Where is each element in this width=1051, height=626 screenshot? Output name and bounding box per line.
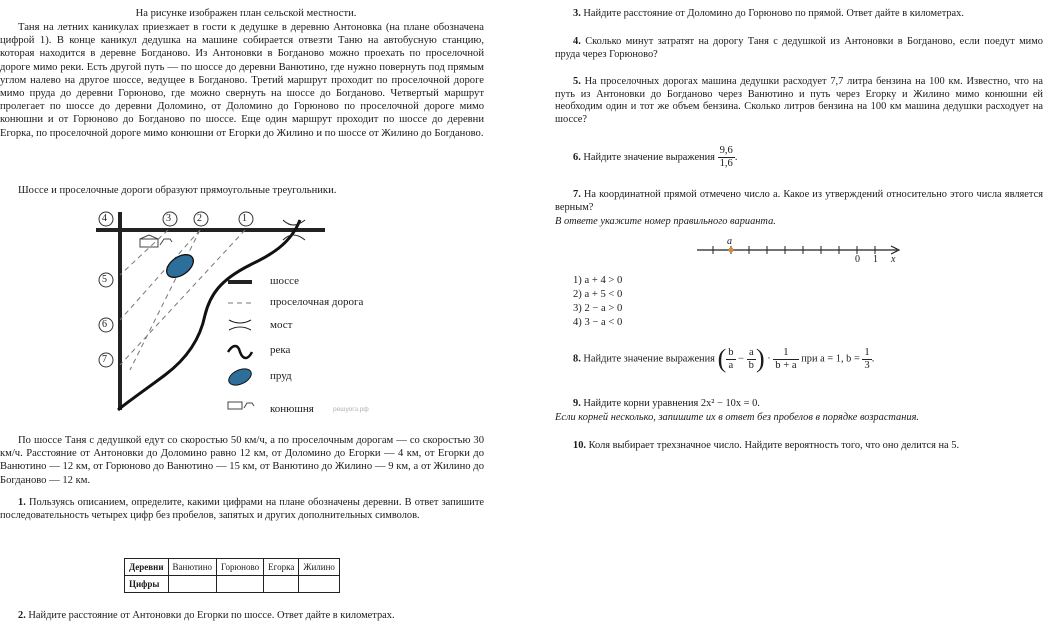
legend-highway: шоссе [270, 275, 300, 287]
table-col-vanyutino: Ванютино [168, 559, 217, 576]
village-markers [99, 212, 253, 367]
axis-label-0: 0 [855, 254, 860, 265]
task-9-equation: 2x² − 10x = 0. [700, 398, 760, 409]
task-7-options [573, 274, 622, 330]
villages-table [124, 558, 340, 593]
option-2[interactable]: 2) a + 5 < 0 [573, 289, 623, 300]
task-8-number: 8. [573, 353, 581, 365]
village-map-figure [0, 200, 410, 430]
task-9-number: 9. [573, 398, 581, 409]
task-4-number: 4. [573, 36, 581, 47]
intro-paragraph: Таня на летних каникулах приезжает в гости к дедушке в деревню Антоновка (на плане обозначена цифрой 1). В конце каникул дедушка на машине собирается отвезти Таню на автобусную станцию, которая находится в деревне Богданово. Из Антоновки в Богданово можно проехать по проселочной дороге мимо реки. Есть другой путь — по шоссе до деревни Ванютино, где нужно повернуть под прямым углом налево на другое шоссе, ведущее в Богданово. Третий маршрут проходит по проселочной дороге мимо пруда до деревни Горюново, где можно свернуть на шоссе до Богданово. Четвертый маршрут пролегает по шоссе до деревни Доломино, от Доломино до Горюново по проселочной дороге мимо конюшни и от Горюново до Богданово по шоссе. Еще один маршрут проходит по шоссе до деревни Егорка, по проселочной дороге мимо конюшни от Егорки до Жилино и по шоссе от Жилино до Богданово. [0, 22, 484, 139]
task-7-number: 7. [573, 189, 581, 200]
marker-4: 4 [102, 213, 107, 224]
option-3[interactable]: 3) 2 − a > 0 [573, 303, 623, 314]
legend-river: река [270, 344, 291, 356]
task-10-number: 10. [573, 440, 586, 451]
task-7-instruction: В ответе укажите номер правильного варианта. [555, 216, 776, 227]
answer-cell[interactable] [168, 576, 217, 593]
task-4-text: Сколько минут затратят на дорогу Таня с дедушкой из Антоновки в Богданово, если поедут мимо пруда через Горюново? [555, 36, 1043, 60]
option-1[interactable]: 1) a + 4 > 0 [573, 275, 623, 286]
marker-5: 5 [102, 274, 107, 285]
stable-icon [140, 235, 172, 247]
task-6-fraction: $\frac{9,6}{1,6}$ [719, 145, 733, 169]
task-5 [555, 76, 1043, 126]
marker-7: 7 [102, 354, 107, 365]
task-3-number: 3. [573, 8, 581, 19]
task-2 [0, 610, 484, 623]
task-1 [0, 497, 484, 522]
pond-icon [163, 250, 198, 282]
task-10 [573, 440, 1043, 453]
intro-title: На рисунке изображен план сельской местности. [135, 8, 357, 19]
task-5-text: На проселочных дорогах машина дедушки расходует 7,7 литра бензина на 100 км. Известно, что на путь из Антоновки до Богданово через Ванютино и путь через Егорку и Жилино мимо конюшни ей необходим один и тот же объем бензина. Сколько литров бензина на 100 км машина дедушки расходует на шоссе? [555, 76, 1043, 125]
answer-cell[interactable] [299, 576, 340, 593]
axis-label-1: 1 [873, 254, 878, 265]
legend-symbols [226, 282, 254, 409]
dirt-roads [120, 230, 245, 370]
point-a [729, 248, 734, 253]
task-7 [555, 189, 1043, 214]
table-col-goryunovo: Горюново [217, 559, 264, 576]
task-9-instruction: Если корней несколько, запишите их в ответ без пробелов в порядке возрастания. [555, 412, 920, 423]
legend-stable: конюшня [270, 403, 314, 415]
legend-bridge: мост [270, 319, 293, 331]
marker-6: 6 [102, 319, 107, 330]
village-map [0, 200, 410, 430]
task-3-text: Найдите расстояние от Доломино до Горюново по прямой. Ответ дайте в километрах. [583, 8, 964, 19]
task-8-text: Найдите значение выражения [583, 353, 715, 365]
marker-3: 3 [166, 213, 171, 224]
table-row [125, 559, 340, 576]
task-3 [555, 8, 1043, 21]
figure-watermark: решуогэ.рф [333, 406, 369, 413]
task-6-number: 6. [573, 151, 581, 163]
marker-2: 2 [197, 213, 202, 224]
answer-cell[interactable] [264, 576, 299, 593]
legend-dirt-road: проселочная дорога [270, 296, 364, 308]
table-row [125, 576, 340, 593]
task-6: 6. Найдите значение выражения $\frac{9,6}{1,6}$ . [573, 145, 738, 169]
task-9-text: Найдите корни уравнения [583, 398, 699, 409]
table-col-egorka: Егорка [264, 559, 299, 576]
task-2-number: 2. [18, 610, 26, 621]
legend-pond: пруд [270, 370, 292, 382]
axis-label-a: a [727, 236, 732, 247]
triangles-note: Шоссе и проселочные дороги образуют прямоугольные треугольники. [18, 185, 337, 196]
task-2-text: Найдите расстояние от Антоновки до Егорки по шоссе. Ответ дайте в километрах. [28, 610, 395, 621]
task-10-text: Коля выбирает трехзначное число. Найдите вероятность того, что оно делится на 5. [588, 440, 960, 451]
table-col-zhilino: Жилино [299, 559, 340, 576]
task-8: 8. Найдите значение выражения ( $\frac{b}{a}$ − $\frac{a}{b}$ ) · $\frac{1}{b + a}$ при a = 1, b = $\frac{1}{3}$ . [573, 344, 875, 373]
table-header-digits: Цифры [125, 576, 169, 593]
task-6-text: Найдите значение выражения [583, 151, 715, 163]
task-7-text: На координатной прямой отмечено число a. Какое из утверждений относительно этого числа является верным? [555, 189, 1043, 213]
task-9 [573, 398, 1043, 411]
task-5-number: 5. [573, 76, 581, 87]
marker-1: 1 [242, 213, 247, 224]
table-header-villages: Деревни [125, 559, 169, 576]
axis-label-x: x [891, 254, 896, 265]
answer-cell[interactable] [217, 576, 264, 593]
speed-paragraph: По шоссе Таня с дедушкой едут со скоростью 50 км/ч, а по проселочным дорогам — со скоростью 30 км/ч. Расстояние от Антоновки до Доломино равно 12 км, от Доломино до Егорки — 4 км, от Егорки до Ванютино — 12 км, от Горюново до Ванютино — 15 км, от Ванютино до Жилино — 9 км, а от Жилино до Богданово — 12 км. [0, 435, 484, 486]
task-1-number: 1. [18, 497, 26, 508]
task-1-text: Пользуясь описанием, определите, какими цифрами на плане обозначены деревни. В ответ запишите последовательность четырех цифр без пробелов, запятых и других дополнительных символов. [0, 497, 484, 521]
task-4 [555, 36, 1043, 61]
option-4[interactable]: 4) 3 − a < 0 [573, 317, 623, 328]
